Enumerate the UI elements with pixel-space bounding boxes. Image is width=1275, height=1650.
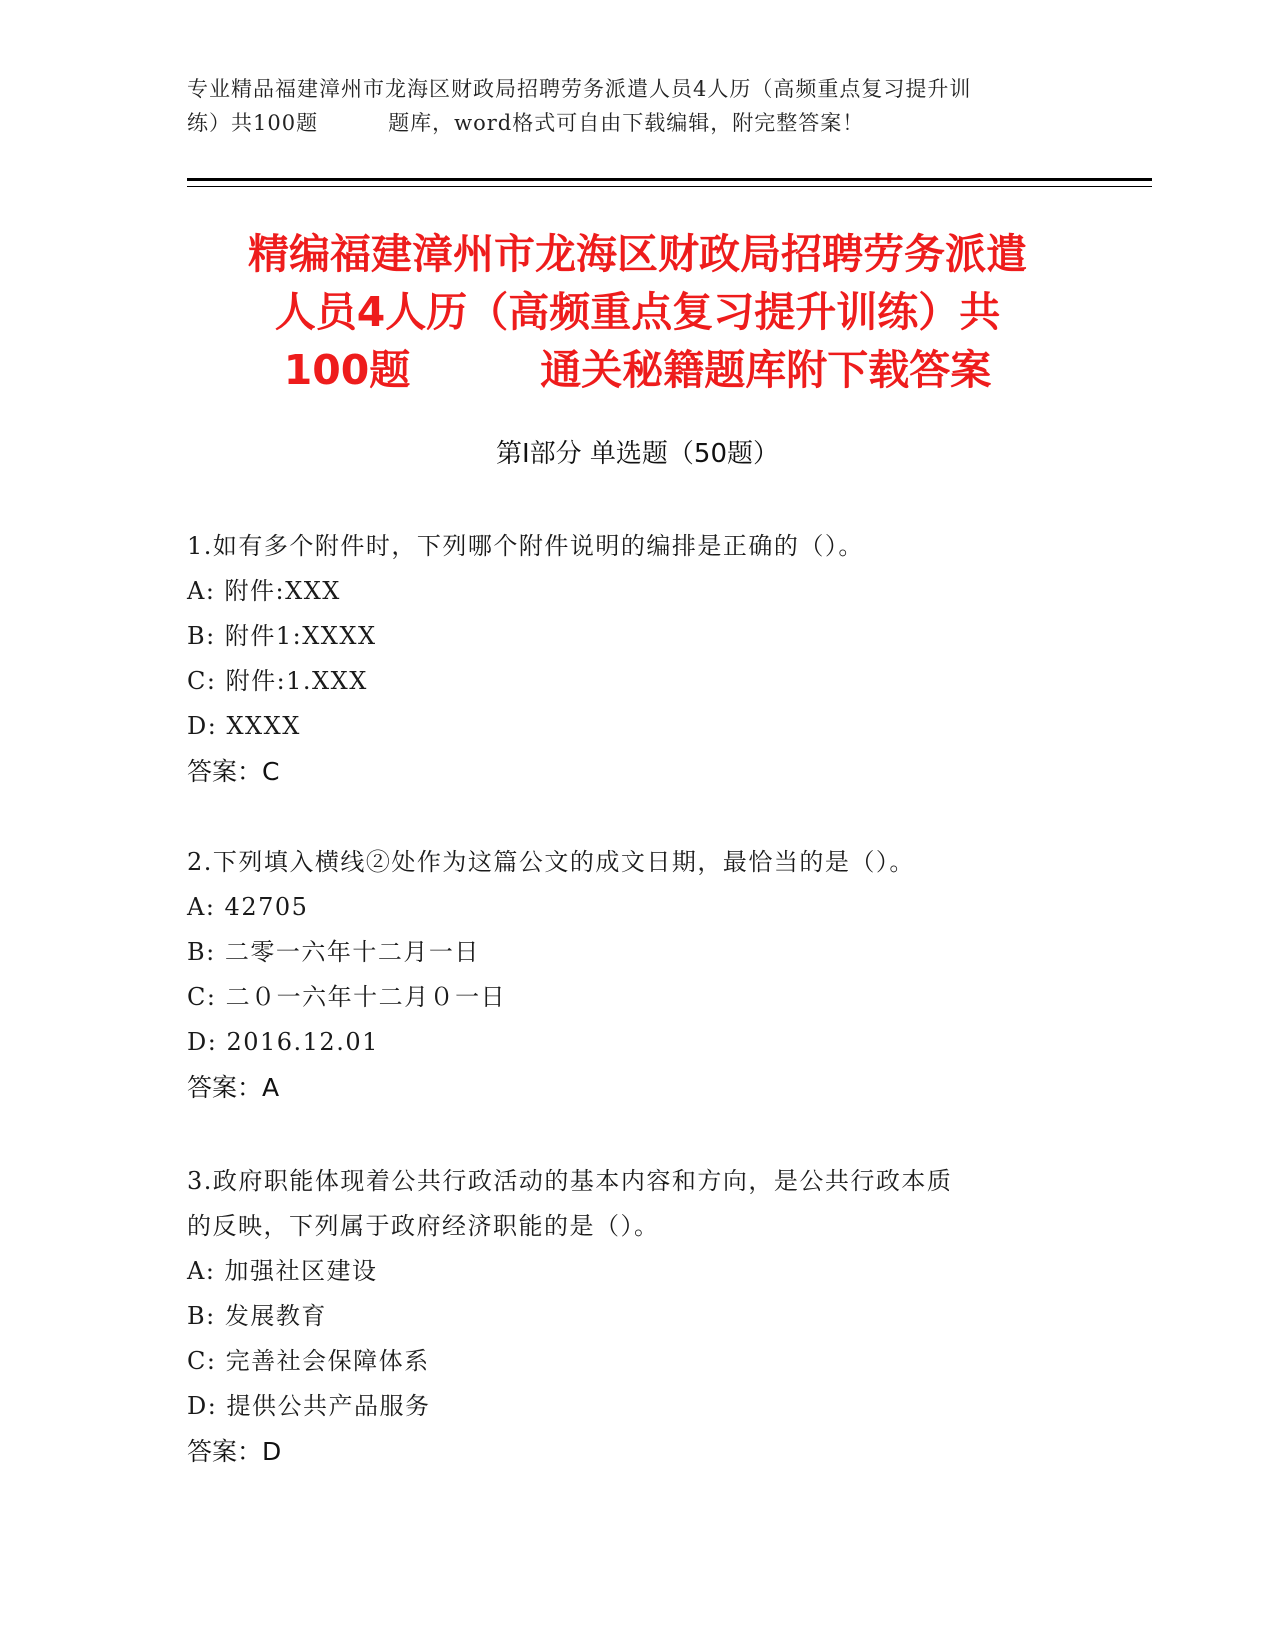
option-c: C: 完善社会保障体系 [187, 1347, 430, 1375]
option-c: C: 二０一六年十二月０一日 [187, 983, 507, 1011]
question-stem: 1.如有多个附件时，下列哪个附件说明的编排是正确的（）。 [187, 532, 864, 560]
answer: 答案：D [187, 1437, 282, 1466]
title-line-2: 人员4人历（高频重点复习提升训练）共 [274, 288, 1001, 336]
option-b: B: 发展教育 [187, 1302, 327, 1330]
header-divider-thick [187, 178, 1152, 181]
header-line-2 [187, 106, 1087, 140]
question-stem-line-1: 3.政府职能体现着公共行政活动的基本内容和方向，是公共行政本质 [187, 1167, 953, 1195]
option-d: D: XXXX [187, 712, 301, 740]
option-d: D: 2016.12.01 [187, 1028, 379, 1056]
page-header [187, 72, 1087, 140]
title-line-3-left: 100题 [283, 346, 411, 394]
title-line-3-right: 通关秘籍题库附下载答案 [540, 346, 992, 394]
question-stem: 2.下列填入横线②处作为这篇公文的成文日期，最恰当的是（）。 [187, 848, 915, 876]
option-a: A: 加强社区建设 [187, 1257, 378, 1285]
title-line-3 [160, 341, 1115, 399]
header-line-2-left: 练）共100题 [187, 111, 319, 135]
answer: 答案：A [187, 1073, 280, 1102]
question-1 [187, 524, 1067, 794]
option-a: A: 附件:XXX [187, 577, 341, 605]
option-a: A: 42705 [187, 893, 309, 921]
question-3 [187, 1159, 1067, 1474]
option-b: B: 附件1:XXXX [187, 622, 377, 650]
section-title: 第Ⅰ部分 单选题（50题） [495, 439, 780, 469]
header-line-2-right: 题库，word格式可自由下载编辑，附完整答案！ [388, 111, 865, 135]
answer: 答案：C [187, 757, 280, 786]
document-title [160, 225, 1115, 399]
option-b: B: 二零一六年十二月一日 [187, 938, 480, 966]
option-c: C: 附件:1.XXX [187, 667, 368, 695]
option-d: D: 提供公共产品服务 [187, 1392, 431, 1420]
title-line-1: 精编福建漳州市龙海区财政局招聘劳务派遣 [248, 230, 1027, 278]
question-stem-line-2: 的反映，下列属于政府经济职能的是（）。 [187, 1212, 660, 1240]
header-divider-thin [187, 186, 1152, 187]
question-2 [187, 840, 1067, 1110]
header-line-1: 专业精品福建漳州市龙海区财政局招聘劳务派遣人员4人历（高频重点复习提升训 [187, 77, 972, 101]
